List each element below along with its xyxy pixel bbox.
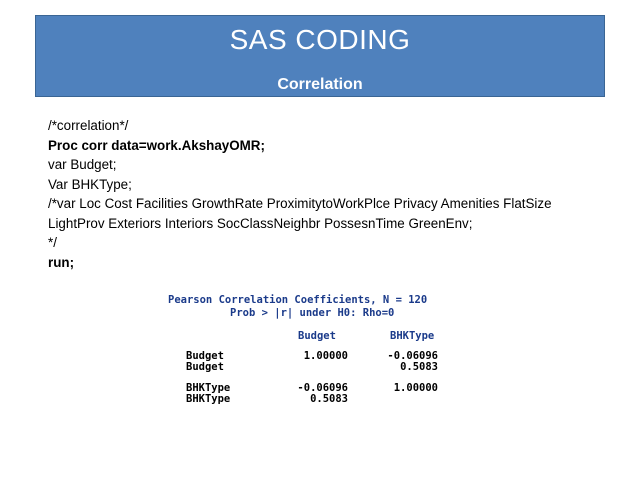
code-line: /*var Loc Cost Facilities GrowthRate ProximitytoWorkPlce Privacy Amenities FlatSize [48,196,552,211]
table-cell: 1.00000 [303,350,348,362]
row-label: Budget [186,350,224,362]
table-cell: 0.5083 [400,361,438,373]
column-header-bhktype: BHKType [390,330,435,342]
table-cell: -0.06096 [387,350,438,362]
code-line: var Budget; [48,157,117,172]
sas-output-table [158,294,478,412]
code-line: Var BHKType; [48,176,132,192]
table-cell: 0.5083 [310,393,348,405]
code-line: /*correlation*/ [48,118,129,133]
slide-title: SAS CODING [229,24,411,55]
row-label: Budget [186,361,224,373]
sas-code-block [48,116,608,272]
table-cell: 1.00000 [393,382,438,394]
slide-subtitle: Correlation [277,76,363,93]
row-label: BHKType [186,393,231,405]
column-header-budget: Budget [298,330,336,342]
code-line: LightProv Exteriors Interiors SocClassNeighbr PossesnTime GreenEnv; [48,215,473,231]
table-cell: -0.06096 [297,382,348,394]
row-label: BHKType [186,382,231,394]
code-line: run; [48,254,75,270]
output-title: Pearson Correlation Coefficients, N = 120 [168,294,428,306]
code-line: */ [48,235,57,250]
slide-title-banner [35,15,605,97]
code-line: Proc corr data=work.AkshayOMR; [48,137,265,153]
output-subtitle: Prob > |r| under H0: Rho=0 [230,307,395,319]
